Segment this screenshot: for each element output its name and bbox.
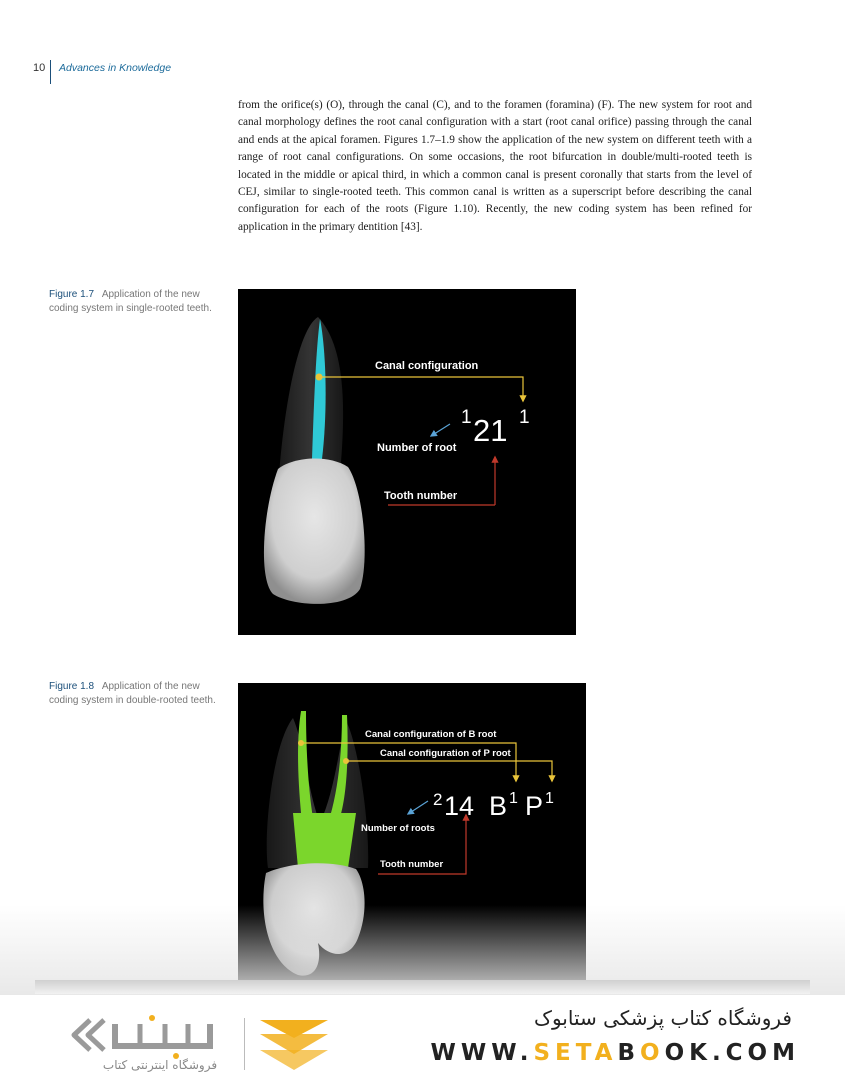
page-number: 10 [33, 62, 46, 74]
p-root-code: P [525, 791, 544, 821]
store-name: فروشگاه کتاب پزشکی ستابوک [534, 1006, 792, 1030]
canal-config-p-arrow [346, 761, 552, 781]
canal-configuration-label: Canal configuration [375, 360, 479, 372]
root-count-superscript: 1 [461, 407, 472, 428]
root-count-superscript: 2 [433, 790, 443, 809]
tooth-illustration [263, 711, 368, 976]
figure-label: Figure 1.8 [49, 681, 95, 692]
figure-1-7-image [238, 289, 576, 635]
number-of-root-label: Number of root [377, 442, 457, 454]
logo-tagline: فروشگاه اینترنتی کتاب [102, 1058, 218, 1072]
running-head: Advances in Knowledge [59, 62, 172, 74]
tooth-illustration [264, 317, 365, 604]
header-rule [50, 60, 51, 84]
logo-chevrons-icon [260, 1020, 328, 1070]
b-root-code: B [489, 791, 508, 821]
p-root-superscript: 1 [545, 790, 554, 807]
figure-1-8-caption [49, 680, 227, 707]
number-of-roots-label: Number of roots [361, 823, 435, 834]
caption-text: Application of the new coding system in double-rooted teeth. [49, 681, 216, 706]
store-url: WWW.SETABOOK.COM [430, 1040, 800, 1066]
logo-divider [244, 1018, 245, 1070]
figure-1-7-caption [49, 288, 227, 315]
tooth-number-label: Tooth number [380, 859, 444, 870]
number-of-roots-arrow [408, 801, 428, 814]
figure-1-8-image [238, 683, 586, 987]
tooth-code: 14 [444, 791, 475, 821]
number-of-root-arrow [431, 424, 450, 436]
body-paragraph: from the orifice(s) (O), through the canal (C), and to the foramen (foramina) (F). The new system for root and canal morphology defines the root canal configuration with a start (root canal orifice) passing through the canal and ends at the apical foramen. Figures 1.7–1.9 show the application of the new system on different teeth with a range of root canal configurations. On some occasions, the root bifurcation in double/multi-rooted teeth is located in the middle or apical third, in which a common canal is present coronally that starts from the level of CEJ, similar to single-rooted teeth. This common canal is written as a superscript before describing the canal configuration for each of the roots (Figure 1.10). Recently, the new coding system has been refined for application in the primary dentition [43]. [238, 99, 752, 233]
canal-superscript: 1 [519, 407, 530, 428]
canal-configuration-arrow [319, 377, 523, 401]
caption-text: Application of the new coding system in single-rooted teeth. [49, 289, 212, 314]
b-root-superscript: 1 [509, 790, 518, 807]
canal-config-p-label: Canal configuration of P root [380, 748, 511, 759]
figure-label: Figure 1.7 [49, 289, 95, 300]
canal-config-b-label: Canal configuration of B root [365, 729, 497, 740]
tooth-code: 21 [473, 413, 508, 448]
page-shadow [35, 980, 810, 994]
tooth-number-label: Tooth number [384, 490, 458, 502]
canal-marker [316, 374, 323, 381]
